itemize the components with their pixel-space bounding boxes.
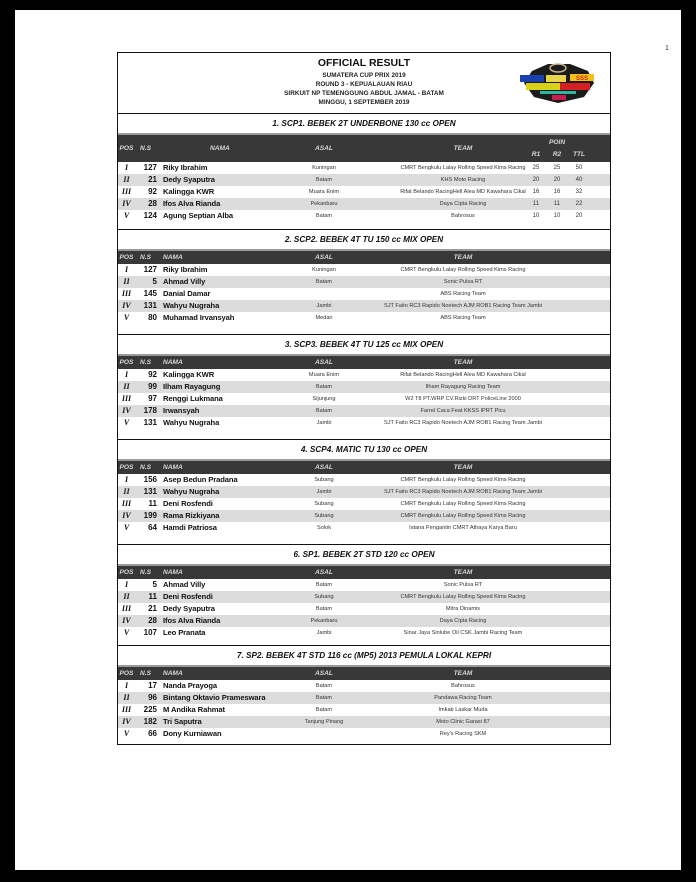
cell-ns: 28 [148,199,157,208]
cell-ns: 17 [148,681,157,690]
cell-team: Daya Cipta Racing [439,201,487,207]
cell-asal: Subang [314,594,334,600]
cell-pos: V [123,523,130,532]
cell-ns: 199 [143,511,157,520]
cell-nama: Kalingga KWR [163,370,215,379]
cell-asal: Batam [315,707,333,713]
col-asal: ASAL [315,670,333,677]
cell-team: Daya Cipta Racing [439,618,487,624]
cell-team: CMRT Bengkulu Lalay Rolling Speed Kims Racing [400,501,526,507]
cell-pos: III [121,705,132,714]
cell-nama: M Andika Rahmat [163,705,225,714]
col-asal: ASAL [315,359,333,366]
cell-team: Rifat Belando RacingHell Alea MD Kawahara Cikal [400,372,526,378]
cell-r1: 11 [532,201,540,207]
cell-asal: Jambi [316,420,332,426]
cell-nama: Danial Damar [163,289,211,298]
table-header [118,251,610,264]
cell-pos: V [123,729,130,738]
cell-nama: Asep Bedun Pradana [163,475,238,484]
cell-pos: III [121,394,132,403]
cell-ns: 156 [143,475,157,484]
cell-pos: I [124,265,129,274]
col-nama: NAMA [163,464,183,471]
cell-asal: Batam [315,683,333,689]
cell-ttl: 22 [575,201,583,207]
cell-asal: Batam [315,384,333,390]
cell-pos: III [121,499,132,508]
race-section [118,114,610,230]
col-ttl: TTL [572,151,586,158]
col-r2: R2 [552,151,562,158]
table-row [118,405,610,417]
cell-asal: Kuningan [312,165,336,171]
cell-team: Imkab Laskar Muda [438,707,488,713]
col-team: TEAM [453,254,473,261]
cell-nama: Deni Rosfendi [163,499,213,508]
cell-ns: 11 [148,499,157,508]
cell-asal: Muara Enim [308,189,340,195]
col-pos: POS [119,254,134,261]
table-row [118,369,610,381]
cell-team: CMRT Bengkulu Lalay Rolling Speed Kims Racing [400,267,526,273]
cell-pos: I [124,580,129,589]
col-pos: POS [119,359,134,366]
cell-pos: V [123,628,130,637]
page-number: 1 [665,45,669,52]
cell-nama: Bintang Oktavio Prameswara [163,693,266,702]
col-team: TEAM [453,145,473,152]
cell-ttl: 20 [575,213,583,219]
cell-pos: V [123,211,130,220]
table-row [118,680,610,692]
cell-ns: 107 [143,628,157,637]
cell-asal: Tanjung Pinang [304,719,344,725]
cell-ns: 124 [143,211,157,220]
table-row [118,393,610,405]
col-asal: ASAL [315,254,333,261]
cell-team: Sonic Pulsa RT [443,582,483,588]
table-row [118,210,610,222]
cell-r1: 25 [532,165,540,171]
cell-nama: Dony Kurniawan [163,729,222,738]
cell-team: Rifat Belando RacingHell Alea MD Kawahara Cikal [400,189,526,195]
table-row [118,486,610,498]
cell-ns: 178 [143,406,157,415]
cell-ttl: 32 [575,189,583,195]
cell-team: W2 T8 PT.WRP CV.Rizki DRT PoliceLine 2000 [405,396,521,402]
col-pos: POS [119,569,134,576]
cell-r2: 16 [553,189,561,195]
cell-asal: Pekanbaru [310,201,338,207]
table-header [118,356,610,369]
cell-asal: Batam [315,606,333,612]
cell-nama: Tri Saputra [163,717,202,726]
cell-nama: Renggi Lukmana [163,394,223,403]
table-row [118,692,610,704]
cell-ns: 131 [143,418,157,427]
col-team: TEAM [453,670,473,677]
cell-asal: Subang [314,513,334,519]
circuit-name: SIRKUIT NP TEMENGGUNG ABDUL JAMAL - BATAM [284,90,444,97]
cell-ttl: 50 [575,165,583,171]
table-row [118,615,610,627]
col-nama: NAMA [163,670,183,677]
cell-asal: Batam [315,279,333,285]
event-name: SUMATERA CUP PRIX 2019 [322,72,406,79]
sumatera-cup-prix-logo [518,61,598,105]
cell-team: CMRT Bengkulu Lalay Rolling Speed Kims Racing [400,165,526,171]
col-ns: N.S [140,145,151,152]
cell-nama: Wahyu Nugraha [163,487,220,496]
cell-ttl: 40 [575,177,583,183]
cell-nama: Rama Rizkiyana [163,511,220,520]
cell-team: SJT Faito RC3 Rapido Noetech AJM ROB1 Racing Team Jambi [383,420,543,426]
cell-team: Bahrosus [451,683,475,689]
col-team: TEAM [453,359,473,366]
table-row [118,174,610,186]
cell-pos: I [124,681,129,690]
cell-team: Sinar Jaya Sinlube Oil CSK Jambi Racing Team [403,630,523,636]
table-row [118,162,610,174]
section-title: 4. SCP4. MATIC TU 130 cc OPEN [118,440,610,461]
cell-team: Moto Clinic Garasi 87 [436,719,490,725]
table-header [118,566,610,579]
table-row [118,198,610,210]
cell-pos: I [124,475,129,484]
cell-asal: Kuningan [312,267,336,273]
col-ns: N.S [140,569,151,576]
table-row [118,312,610,324]
cell-team: ABS Racing Team [440,315,486,321]
cell-pos: III [121,187,132,196]
cell-asal: Muara Enim [308,372,340,378]
race-section [118,230,610,335]
table-row [118,522,610,534]
col-pos: POS [119,145,134,152]
cell-pos: I [124,163,129,172]
cell-nama: Nanda Prayoga [163,681,217,690]
cell-ns: 80 [148,313,157,322]
section-title: 1. SCP1. BEBEK 2T UNDERBONE 130 cc OPEN [118,114,610,135]
cell-ns: 145 [143,289,157,298]
cell-nama: Hamdi Patriosa [163,523,217,532]
document-title: OFFICIAL RESULT [317,57,411,69]
table-row [118,704,610,716]
cell-nama: Ahmad Villy [163,277,206,286]
cell-pos: II [123,382,130,391]
col-pos: POS [119,464,134,471]
cell-ns: 96 [148,693,157,702]
cell-asal: Batam [315,582,333,588]
race-section [118,440,610,545]
col-nama: NAMA [163,569,183,576]
col-asal: ASAL [315,569,333,576]
cell-team: Rey's Racing SKM [439,731,487,737]
cell-ns: 92 [148,370,157,379]
cell-asal: Pekanbaru [310,618,338,624]
cell-ns: 182 [143,717,157,726]
cell-r2: 11 [553,201,561,207]
section-title: 3. SCP3. BEBEK 4T TU 125 cc MIX OPEN [118,335,610,356]
cell-team: Sonic Pulsa RT [443,279,483,285]
col-team: TEAM [453,464,473,471]
cell-nama: Riky Ibrahim [163,265,208,274]
cell-asal: Solok [317,525,331,531]
cell-nama: Dedy Syaputra [163,175,215,184]
table-row [118,627,610,639]
cell-team: SJT Faito RC3 Rapido Noetech AJM ROB1 Racing Team Jambi [383,303,543,309]
cell-ns: 64 [148,523,157,532]
race-section [118,335,610,440]
cell-ns: 127 [143,163,157,172]
cell-pos: III [121,604,132,613]
cell-pos: II [123,693,130,702]
cell-team: Ilham Rayagung Racing Team [425,384,501,390]
table-row [118,300,610,312]
table-header [118,667,610,680]
cell-pos: IV [122,301,131,310]
cell-ns: 5 [152,580,157,589]
cell-nama: Ilham Rayagung [163,382,221,391]
table-row [118,276,610,288]
section-title: 2. SCP2. BEBEK 4T TU 150 cc MIX OPEN [118,230,610,251]
table-row [118,186,610,198]
cell-asal: Batam [315,213,333,219]
col-poin: POIN [549,139,566,146]
cell-asal: Batam [315,177,333,183]
col-ns: N.S [140,670,151,677]
cell-team: KHS Moto Racing [440,177,486,183]
cell-ns: 97 [148,394,157,403]
col-asal: ASAL [315,145,333,152]
cell-ns: 66 [148,729,157,738]
cell-team: CMRT Bengkulu Lalay Rolling Speed Kims Racing [400,477,526,483]
cell-nama: Leo Pranata [163,628,206,637]
cell-ns: 99 [148,382,157,391]
cell-pos: IV [122,199,131,208]
cell-team: Mitra Dinamis [445,606,481,612]
cell-nama: Ifos Alva Rianda [163,199,221,208]
event-date: MINGGU, 1 SEPTEMBER 2019 [318,99,410,106]
cell-nama: Agung Septian Alba [163,211,234,220]
cell-team: Bahrosus [451,213,475,219]
col-nama: NAMA [163,254,183,261]
col-ns: N.S [140,359,151,366]
col-ns: N.S [140,464,151,471]
col-asal: ASAL [315,464,333,471]
cell-team: Farrel Caca Feat KKSS IPRT Picu [420,408,506,414]
svg-text:SSS: SSS [575,76,589,82]
official-result-document [117,52,611,745]
section-title: 7. SP2. BEBEK 4T STD 116 cc (MP5) 2013 PEMULA LOKAL KEPRI [118,646,610,667]
section-title: 6. SP1. BEBEK 2T STD 120 cc OPEN [118,545,610,566]
cell-pos: V [123,313,130,322]
table-header [118,461,610,474]
table-header [118,135,610,162]
cell-pos: IV [122,406,131,415]
cell-nama: Muhamad Irvansyah [163,313,235,322]
cell-asal: Batam [315,408,333,414]
cell-ns: 131 [143,487,157,496]
col-pos: POS [119,670,134,677]
col-nama: NAMA [163,359,183,366]
table-row [118,498,610,510]
cell-ns: 131 [143,301,157,310]
cell-asal: Medan [315,315,333,321]
cell-nama: Riky Ibrahim [163,163,208,172]
cell-r1: 16 [532,189,540,195]
cell-r1: 20 [532,177,540,183]
cell-ns: 28 [148,616,157,625]
cell-nama: Deni Rosfendi [163,592,213,601]
cell-team: Istana Pengantin CMRT Athaya Karya Baru [409,525,517,531]
race-section [118,545,610,646]
cell-ns: 11 [148,592,157,601]
cell-team: CMRT Bengkulu Lalay Rolling Speed Kims Racing [400,594,526,600]
cell-pos: IV [122,616,131,625]
cell-asal: Sijunjung [312,396,336,402]
col-ns: N.S [140,254,151,261]
cell-pos: II [123,175,130,184]
cell-team: Pandawa Racing Team [434,695,492,701]
cell-pos: V [123,418,130,427]
cell-asal: Jambi [316,303,332,309]
table-row [118,264,610,276]
cell-pos: III [121,289,132,298]
cell-asal: Subang [314,501,334,507]
cell-r2: 25 [553,165,561,171]
cell-r1: 10 [532,213,540,219]
cell-pos: II [123,277,130,286]
table-row [118,591,610,603]
cell-nama: Wahyu Nugraha [163,301,220,310]
table-row [118,510,610,522]
cell-r2: 10 [553,213,561,219]
cell-ns: 5 [152,277,157,286]
cell-ns: 21 [148,604,157,613]
cell-pos: IV [122,717,131,726]
table-row [118,474,610,486]
cell-nama: Irwansyah [163,406,200,415]
round-name: ROUND 3 - KEPUALAUAN RIAU [315,81,413,88]
cell-asal: Subang [314,477,334,483]
cell-pos: IV [122,511,131,520]
cell-ns: 127 [143,265,157,274]
cell-nama: Wahyu Nugraha [163,418,220,427]
cell-nama: Kalingga KWR [163,187,215,196]
cell-team: SJT Faito RC3 Rapido Noetech AJM ROB1 Racing Team Jambi [383,489,543,495]
table-row [118,603,610,615]
cell-ns: 21 [148,175,157,184]
cell-pos: II [123,592,130,601]
cell-team: ABS Racing Team [440,291,486,297]
table-row [118,716,610,728]
cell-ns: 225 [143,705,157,714]
cell-pos: II [123,487,130,496]
col-nama: NAMA [210,145,230,152]
cell-nama: Ifos Alva Rianda [163,616,221,625]
col-team: TEAM [453,569,473,576]
table-row [118,579,610,591]
cell-ns: 92 [148,187,157,196]
cell-r2: 20 [553,177,561,183]
cell-nama: Ahmad Villy [163,580,206,589]
race-section [118,646,610,744]
document-header [118,53,610,114]
col-r1: R1 [531,151,541,158]
cell-team: CMRT Bengkulu Lalay Rolling Speed Kims Racing [400,513,526,519]
table-row [118,288,610,300]
table-row [118,381,610,393]
table-row [118,728,610,740]
cell-pos: I [124,370,129,379]
cell-asal: Jambi [316,630,332,636]
cell-asal: Jambi [316,489,332,495]
table-row [118,417,610,429]
cell-nama: Dedy Syaputra [163,604,215,613]
cell-asal: Batam [315,695,333,701]
